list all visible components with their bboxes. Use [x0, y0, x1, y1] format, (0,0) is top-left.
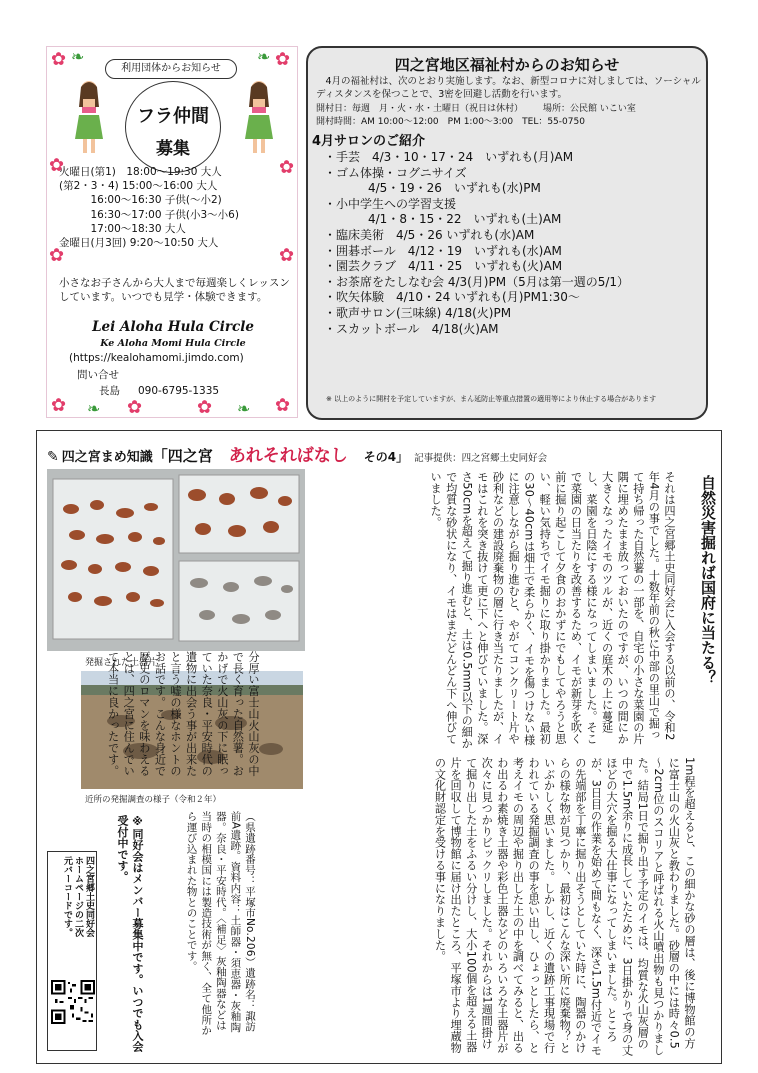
circle-name-sub: Ke Aloha Momi Hula Circle [100, 338, 246, 349]
notice-info [316, 103, 706, 128]
hibiscus-icon: ✿ [127, 397, 143, 418]
salon-bullet: ・ [324, 150, 337, 164]
hibiscus-icon: ✿ [279, 245, 295, 266]
hibiscus-icon: ✿ [49, 245, 65, 266]
schedule-line: 金曜日(月3回) 9:20～10:50 大人 [59, 237, 219, 250]
welfare-village-notice [306, 46, 708, 420]
hula-title-line1: フラ仲間 [137, 106, 209, 127]
salon-bullet: ・ [324, 259, 337, 274]
schedule-line: 16:00～16:30 子供(～小2) [59, 194, 222, 207]
leaf-icon: ❧ [87, 399, 101, 418]
open-days: 開村日：毎週 月・火・水・土曜日（祝日は休村） [316, 104, 524, 114]
salon-subtitle: 4月サロンのご紹介 [312, 134, 426, 149]
salon-item [324, 290, 708, 306]
qr-code-icon[interactable] [51, 980, 95, 1024]
article-credit: 記事提供：四之宮郷土史同好会 [414, 453, 548, 464]
salon-text: 臨床美術 4/5・26 いずれも(水)AM [336, 227, 535, 242]
heading-red: あれそればなし [228, 446, 348, 466]
salon-list [324, 150, 708, 337]
hibiscus-icon: ✿ [49, 155, 65, 176]
salon-bullet: ・ [324, 196, 337, 211]
notice-intro: 4月の福祉村は、次のとおり実施します。なお、新型コロナに対しましては、ソーシャルディスタンスを保つことで、3密を回避し活動を行います。 [316, 76, 701, 100]
salon-text: スカットボール 4/18(火)AM [336, 321, 499, 336]
schedule-line: 17:00～18:30 大人 [59, 222, 186, 235]
hula-dancer-icon [239, 77, 279, 157]
salon-bullet: ・ [324, 321, 337, 336]
salon-text: 吹矢体験 4/10・24 いずれも(月)PM1:30～ [336, 290, 580, 305]
notice-footnote: ※ 以上のように開村を予定していますが、まん延防止等重点措置の適用等により休止する場合があります [326, 395, 657, 403]
salon-text: 園芸クラブ 4/11・25 いずれも(火)AM [336, 259, 563, 274]
heading-number: その4」 [363, 450, 409, 464]
article-site-info: （県遺跡番号：平塚市No.206）遺跡名：諏訪前A遺跡。資料内容：土師器・須恵器・灰釉陶器。奈良・平安時代。〈補足〉灰釉陶器などは当時の相模国には製造技術が無く、全て他所から運び込まれた物とのことです。 [185, 811, 256, 1036]
contact [99, 383, 237, 398]
member-recruit: ※同好会はメンバー募集中です。いつでも入会受付中です。 [116, 815, 144, 1053]
salon-item [324, 197, 708, 213]
photo-caption: 近所の発掘調査の様子（令和２年） [85, 795, 222, 805]
salon-bullet: ・ [324, 305, 337, 320]
place: 場所：公民館 いこい室 [543, 104, 636, 114]
article-headline: 自然災害掘れば国府に当たる？ [699, 475, 717, 685]
contact-label: 問い合せ [77, 369, 119, 381]
salon-item [324, 212, 708, 228]
article-body-part3: 分厚い富士山火山灰の中で長く育った自然薯。おかげで火山灰の下に眠っていた奈良・平安時代の遺物に出会う事が出来たと言う嘘の様なホントのお話です。こんな身近で歴史のロマンを味わえるとは、四之宮に住んでいて本当に良かったです。 [106, 651, 260, 777]
hula-dancer-icon [69, 77, 109, 157]
hibiscus-icon: ✿ [51, 395, 67, 416]
circle-name: Lei Aloha Hula Circle [92, 319, 254, 335]
salon-bullet: ・ [324, 243, 337, 258]
salon-item [324, 244, 708, 260]
salon-text: 小中学生への学習支援 [336, 196, 457, 211]
hibiscus-icon: ✿ [51, 49, 67, 70]
salon-text: 4/5・19・26 いずれも(水)PM [368, 181, 541, 196]
hibiscus-icon: ✿ [197, 397, 213, 418]
article-body-part1: それは四之宮郷土史同好会に入会する以前の、令和2年4月の事でした。十数年前の秋に中部の里山で掘って持ち帰った自然薯の一部を、自宅の小さな菜園の片隅に埋めたまま放っておいたのですが、いつの間にか大きくなったイモのツルが、近くの庭木の上に蔓延し、菜園を日陰にする様になってしまいました。そこで菜園の日当たりを改善するため、イモが新芽を吹く前に掘り起こして夕食のおかずにでもしてやろうと思い、軽い気持ちでイモ掘りに取り掛かりました。最初の30～40cmは畑土で柔らかく、イモを傷つけない様に注意しながら掘り進むと、やがてコンクリート片や砂利などの建設廃棄物の層に行き当たりましたが、イモはこれを突き抜けて更に下へと伸びていました。深さ50cmを超えて掘り進むと、土は0.5mm以下の細かで均質な砂状になり、イモはまだどんどん下へ伸びていました。 [429, 471, 676, 749]
salon-item [324, 228, 708, 244]
salon-bullet: ・ [324, 290, 337, 305]
salon-text: 4/1・8・15・22 いずれも(土)AM [368, 212, 562, 227]
schedule-line: (第2・3・4) 15:00～16:00 大人 [59, 180, 218, 193]
pottery-photo [47, 469, 305, 651]
hula-schedule [59, 165, 291, 250]
salon-item [324, 166, 708, 182]
hula-note: 小さなお子さんから大人まで毎週楽しくレッスンしています。いつでも見学・体験できます。 [59, 277, 290, 304]
hibiscus-icon: ✿ [275, 49, 291, 70]
hula-flyer [46, 46, 298, 418]
salon-bullet: ・ [324, 274, 337, 289]
contact-phone: 090-6795-1335 [138, 385, 220, 397]
open-hours: 開村時間：AM 10:00～12:00 PM 1:00～3:00 TEL：55-0750 [316, 116, 585, 127]
schedule-line: 火曜日(第1) 18:00～19:30 大人 [59, 166, 222, 178]
heading-series: 四之宮まめ知識 [61, 450, 153, 465]
photo-caption: 発掘された土器片 [85, 658, 158, 668]
salon-item [324, 181, 708, 197]
leaf-icon: ❧ [237, 399, 251, 418]
article-body-part2: 1m程を超えると、この細かな砂の層は、後に博物館の方に富士山の火山灰と教わりました。砂層の中には時々0.5～2cm位のスコリアと呼ばれる火山噴出物も見つかりました。結局1日で掘り出す予定のイモは、均質な火山灰層の中で1.5m余りに成長していたために、3日掛かりで身の丈ほどの大穴を掘る大仕事になってしまいました。ところが、3日目の作業を始めて間もなく、深さ1.5m付近でイモの先端部を丁寧に掘り出そうとしていた時に、陶器のかけらの様な物が見つかり、最初はこんな深い所に廃棄物？といぶかしく思いました。しかし、近くの遺跡工事現場で行われている発掘調査の事を思い出し、ひょっとしたら、と考えイモの周辺や掘り出した土の中を調べてみると、出るわ出るわ素焼き土器や彩色土器などのいろいろな土器片が次々に見つかりビックリしました。それからは1週間掛けて掘り出した土をふるい分けし、大小100個を超える土器片を回収して博物館に届け出たところ、平塚市より埋蔵物の文化財認定を受ける事になりました。 [433, 757, 696, 1057]
heading-main: 「四之宮 [152, 447, 213, 465]
salon-text: 囲碁ボール 4/12・19 いずれも(水)AM [336, 243, 562, 258]
salon-item [324, 259, 708, 275]
salon-text: ゴム体操・コグニサイズ [336, 165, 467, 180]
salon-text: 歌声サロン(三味線) 4/18(火)PM [336, 305, 512, 320]
qr-caption: 四之宮郷土史同好会ホームページの二次元バーコードです。 [62, 856, 94, 937]
schedule-line: 16:30～17:00 子供(小3～小6) [59, 208, 239, 221]
article-heading [47, 441, 713, 467]
salon-item [324, 322, 708, 338]
hibiscus-icon: ✿ [279, 157, 295, 178]
salon-item [324, 275, 708, 291]
salon-bullet: ・ [324, 165, 337, 180]
contact-name: 長島 [99, 385, 120, 397]
pencil-icon: ✎ [47, 449, 59, 465]
leaf-icon: ❧ [257, 47, 271, 66]
hibiscus-icon: ✿ [275, 395, 291, 416]
notice-label: 利用団体からお知らせ [105, 59, 237, 79]
circle-url: (https://kealohamomi.jimdo.com) [69, 352, 244, 364]
leaf-icon: ❧ [71, 47, 85, 66]
hula-title-line2: 募集 [156, 139, 190, 159]
local-history-article [36, 430, 722, 1064]
notice-title: 四之宮地区福祉村からのお知らせ [394, 56, 620, 74]
salon-item [324, 150, 708, 166]
salon-text: お茶席をたしなむ会 4/3(月)PM（5月は第一週の5/1） [336, 274, 630, 289]
homepage-qr-box [47, 851, 97, 1051]
salon-bullet: ・ [324, 227, 337, 242]
hula-title [125, 81, 221, 173]
salon-item [324, 306, 708, 322]
salon-text: 手芸 4/3・10・17・24 いずれも(月)AM [336, 150, 574, 164]
